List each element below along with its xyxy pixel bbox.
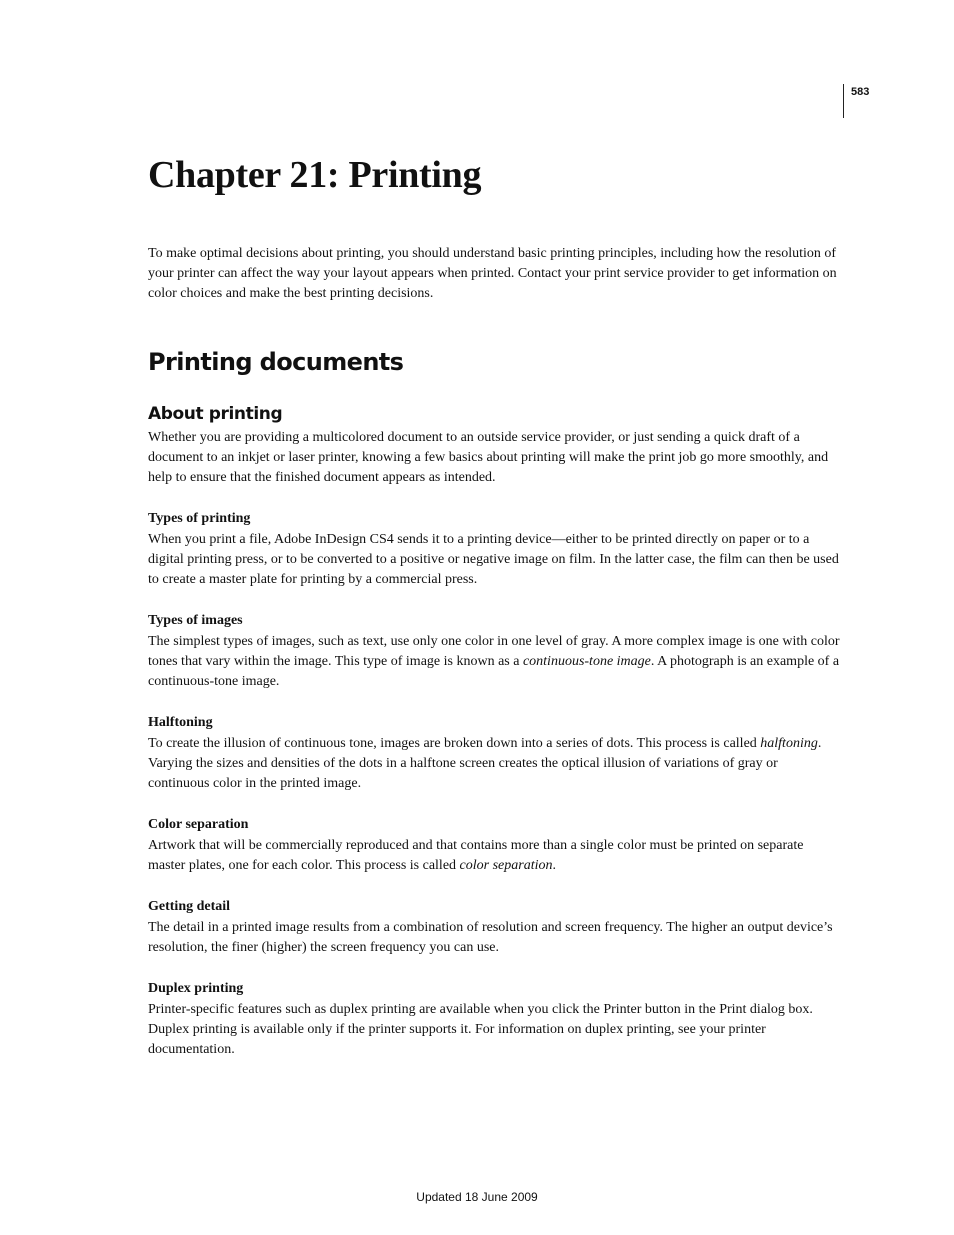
topic-heading: Types of printing [148,511,251,526]
page-number: 583 [851,86,870,98]
topic-heading: Getting detail [148,899,231,914]
topic-body: To create the illusion of continuous tone, images are broken down into a series of dots. This process is called halftoning. Varying the sizes and densities of the dots in a halftone screen creates the optical illusion of variations of gray or continuous color in the printed image. [148,736,822,791]
topic-duplex-printing [148,979,840,1060]
chapter-title: Chapter 21: Printing [148,154,482,196]
page-content [148,150,840,1060]
chapter-intro: To make optimal decisions about printing, you should understand basic printing principles, including how the resolution of your printer can affect the way your layout appears when printed. Contact your print service provider to get information on color choices and make the best printing decisions. [148,246,837,301]
topic-heading: Types of images [148,613,243,628]
topic-getting-detail [148,897,840,958]
page-number-rule [843,84,844,118]
topic-body: Printer-specific features such as duplex printing are available when you click the Printer button in the Print dialog box. Duplex printing is available only if the printer supports it. For information on duplex printing, see your printer documentation. [148,1002,813,1057]
subsection-intro: Whether you are providing a multicolored document to an outside service provider, or just sending a quick draft of a document to an inkjet or laser printer, knowing a few basics about printing will make the print job go more smoothly, and help to ensure that the finished document appears as intended. [148,430,829,485]
topic-types-of-images [148,611,840,692]
topic-types-of-printing [148,509,840,590]
topic-halftoning [148,713,840,794]
topic-body: The detail in a printed image results from a combination of resolution and screen frequency. The higher an output device’s resolution, the finer (higher) the screen frequency you can use. [148,920,833,955]
subsection-title: About printing [148,404,283,424]
section-title: Printing documents [148,348,404,376]
topic-color-separation [148,815,840,876]
topic-body: The simplest types of images, such as text, use only one color in one level of gray. A more complex image is one with color tones that vary within the image. This type of image is known as a continuous-tone image. A photograph is an example of a continuous-tone image. [148,634,840,689]
topic-body: Artwork that will be commercially reproduced and that contains more than a single color must be printed on separate master plates, one for each color. This process is called color separation. [148,838,804,873]
topic-heading: Halftoning [148,715,213,730]
topic-heading: Duplex printing [148,981,244,996]
page-footer: Updated 18 June 2009 [416,1190,538,1204]
topic-heading: Color separation [148,817,249,832]
topic-body: When you print a file, Adobe InDesign CS4 sends it to a printing device—either to be printed directly on paper or to a digital printing press, or to be converted to a positive or negative image on film. In the latter case, the film can then be used to create a master plate for printing by a commercial press. [148,532,839,587]
